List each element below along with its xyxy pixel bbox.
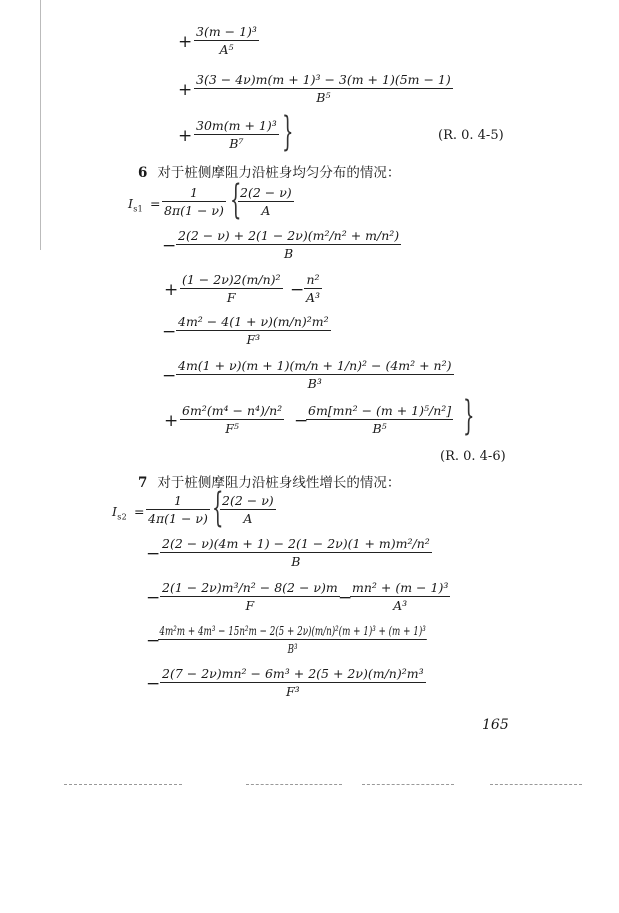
- equation-label-r045: (R. 0. 4-5): [438, 128, 504, 143]
- fraction-s7-t5: [160, 666, 426, 699]
- plus-sign: +: [178, 126, 193, 146]
- denominator: A³: [350, 596, 450, 613]
- equals-sign: =: [150, 196, 161, 211]
- numerator: 2(7 − 2ν)mn² − 6m³ + 2(5 + 2ν)(m/n)²m³: [162, 666, 424, 681]
- denominator: 4π(1 − ν): [148, 511, 208, 526]
- section-7-heading: [138, 471, 400, 491]
- numerator: 6m²(m⁴ − n⁴)/n²: [182, 403, 283, 418]
- scan-artifact-line: [246, 784, 342, 787]
- numerator: 3(m − 1)³: [196, 24, 257, 39]
- fraction-s7-t4: [158, 623, 427, 656]
- lhs-subscript: s1: [133, 204, 144, 214]
- denominator: F³: [160, 682, 426, 699]
- minus-sign: −: [146, 544, 161, 564]
- minus-sign: −: [162, 366, 177, 386]
- fraction-s7-t3b: [350, 580, 450, 613]
- fraction-s6-t5: [176, 358, 454, 391]
- fraction-s6-t1: [238, 185, 294, 218]
- numerator: 4m² − 4(1 + ν)(m/n)²m²: [178, 314, 329, 329]
- fraction-s6-t4: [176, 314, 331, 347]
- lhs-subscript: s2: [117, 512, 128, 522]
- equation-label-r046: (R. 0. 4-6): [440, 449, 506, 464]
- minus-sign: −: [146, 674, 161, 694]
- lhs-Is1: [128, 196, 143, 214]
- section-number: 7: [138, 475, 148, 491]
- fraction-s7-t1: [220, 493, 276, 526]
- numerator: 2(2 − ν)(4m + 1) − 2(1 − 2ν)(1 + m)m²/n²: [162, 536, 430, 551]
- fraction-s6-t3b: [304, 272, 322, 305]
- denominator: A: [220, 509, 276, 526]
- section-title: 对于桩侧摩阻力沿桩身均匀分布的情况：: [157, 165, 401, 181]
- fraction-top-t2: [194, 72, 453, 105]
- lhs-symbol: I: [112, 504, 118, 519]
- plus-sign: +: [164, 280, 179, 300]
- denominator: B: [160, 552, 432, 569]
- section-number: 6: [138, 165, 148, 181]
- section-title: 对于桩侧摩阻力沿桩身线性增长的情况：: [157, 475, 401, 491]
- fraction-s6-t6: [180, 403, 284, 436]
- scan-artifact-line: [362, 784, 454, 787]
- scan-artifact-line: [490, 784, 582, 787]
- opening-brace: {: [230, 177, 242, 223]
- numerator: 4m(1 + ν)(m + 1)(m/n + 1/n)² − (4m² + n²): [178, 358, 452, 373]
- denominator: F³: [176, 330, 331, 347]
- fraction-s6-t2: [176, 228, 401, 261]
- numerator: 2(2 − ν): [222, 493, 274, 508]
- minus-sign: −: [162, 236, 177, 256]
- denominator: A: [238, 201, 294, 218]
- minus-sign: −: [162, 322, 177, 342]
- page-number: 165: [482, 717, 509, 733]
- numerator: n²: [306, 272, 320, 287]
- fraction-top-t3: [194, 118, 279, 151]
- denominator: F: [180, 288, 283, 305]
- numerator: 3(3 − 4ν)m(m + 1)³ − 3(m + 1)(5m − 1): [196, 72, 451, 87]
- fraction-s7-t2: [160, 536, 432, 569]
- equals-sign: =: [134, 504, 145, 519]
- denominator: B³: [158, 639, 427, 656]
- numerator: 1: [173, 493, 182, 508]
- numerator: 2(2 − ν): [240, 185, 292, 200]
- denominator: B⁷: [194, 134, 279, 151]
- plus-sign: +: [164, 411, 179, 431]
- fraction-top-t1: [194, 24, 259, 57]
- lhs-symbol: I: [128, 196, 134, 211]
- denominator: 8π(1 − ν): [164, 203, 224, 218]
- minus-sign: −: [146, 588, 161, 608]
- denominator: B⁵: [306, 419, 453, 436]
- fraction-s7-t3: [160, 580, 340, 613]
- numerator: 1: [189, 185, 198, 200]
- fraction-s6-t3: [180, 272, 283, 305]
- fraction-s6-t6b: [306, 403, 453, 436]
- numerator: 30m(m + 1)³: [196, 118, 277, 133]
- minus-sign: −: [146, 631, 161, 651]
- minus-sign: −: [294, 411, 309, 431]
- denominator: A³: [306, 290, 321, 305]
- denominator: F: [160, 596, 340, 613]
- minus-sign: −: [338, 588, 353, 608]
- closing-brace: }: [282, 109, 294, 155]
- denominator: F⁵: [180, 419, 284, 436]
- prefactor-s7: [146, 493, 210, 526]
- denominator: B: [176, 244, 401, 261]
- numerator: 2(1 − 2ν)m³/n² − 8(2 − ν)m: [162, 580, 338, 595]
- plus-sign: +: [178, 32, 193, 52]
- denominator: B³: [176, 374, 454, 391]
- numerator: (1 − 2ν)2(m/n)²: [182, 272, 281, 287]
- numerator: 6m[mn² − (m + 1)⁵/n²]: [308, 403, 452, 418]
- numerator: 4m²m + 4m³ − 15n²m − 2(5 + 2ν)(m/n)²(m + 1)³ + (m + 1)³: [159, 623, 426, 638]
- prefactor-s6: [162, 185, 226, 218]
- minus-sign: −: [290, 280, 305, 300]
- opening-brace: {: [212, 485, 224, 531]
- numerator: 2(2 − ν) + 2(1 − 2ν)(m²/n² + m/n²): [178, 228, 400, 243]
- numerator: mn² + (m − 1)³: [352, 580, 449, 595]
- closing-brace: }: [463, 393, 475, 439]
- plus-sign: +: [178, 80, 193, 100]
- binding-margin-line: [40, 0, 41, 250]
- scan-artifact-line: [64, 784, 182, 787]
- section-6-heading: [138, 161, 400, 181]
- lhs-Is2: [112, 504, 127, 522]
- denominator: A⁵: [194, 40, 259, 57]
- denominator: B⁵: [194, 88, 453, 105]
